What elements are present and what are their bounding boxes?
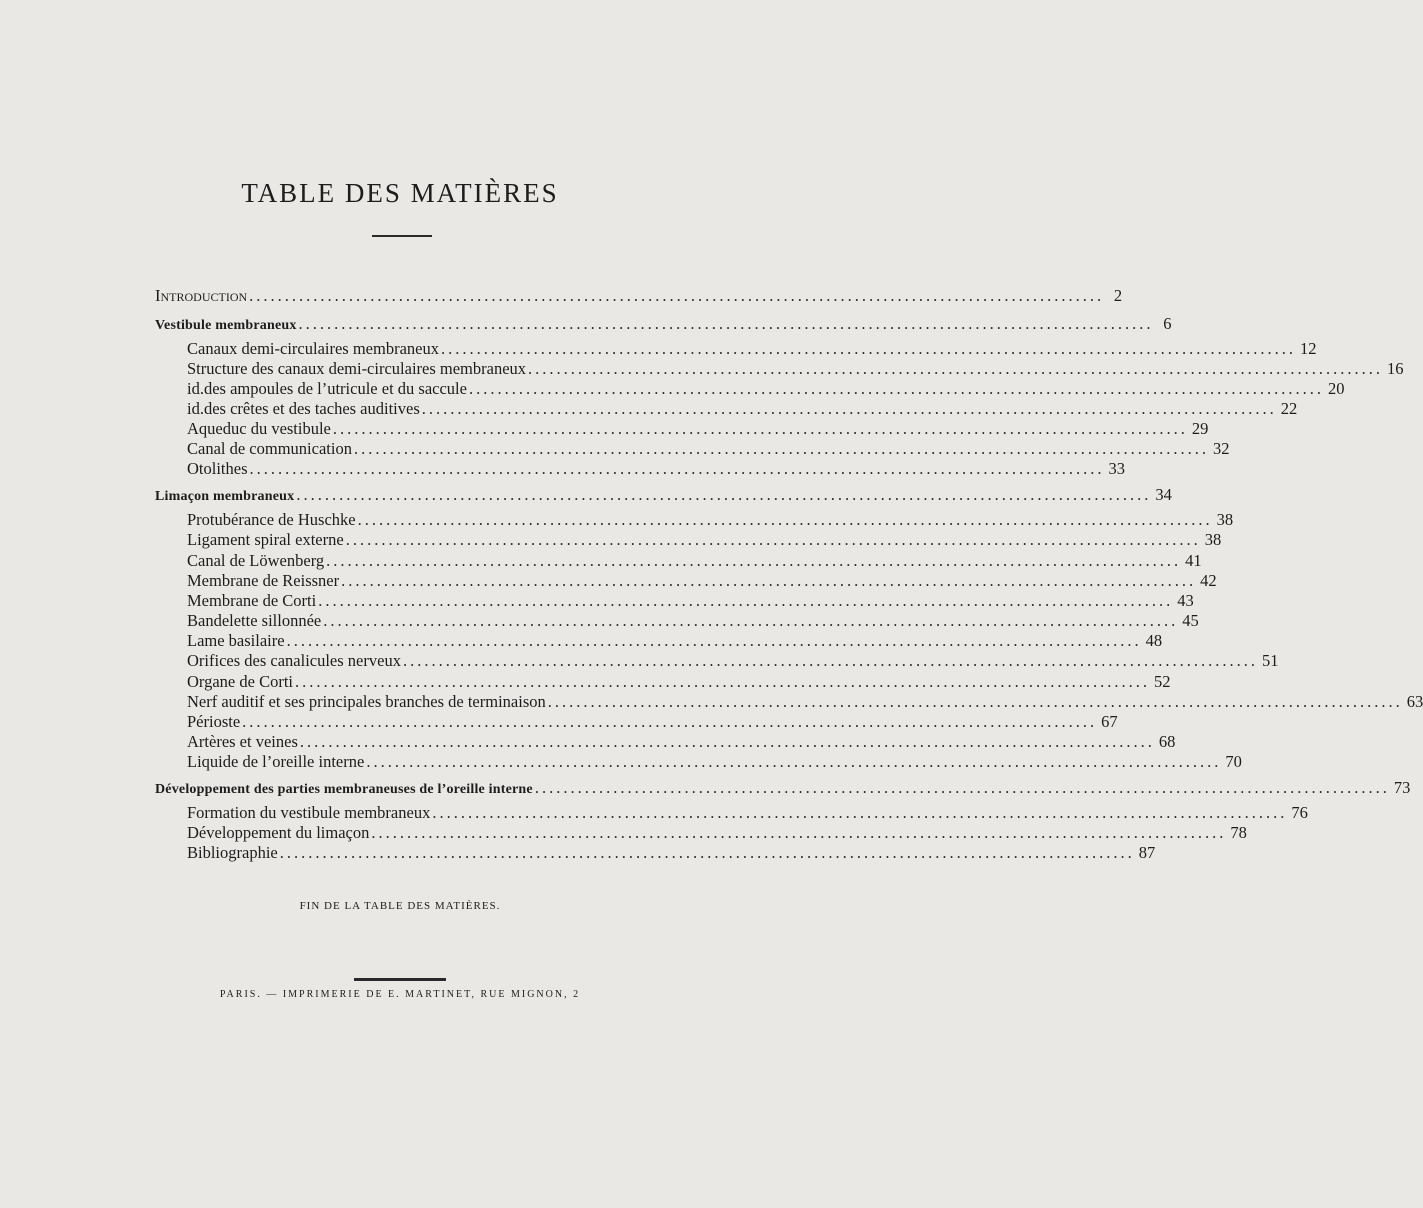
- leader-dots: ........................................................................................................................: [341, 571, 1197, 590]
- toc-entry-label: Canal de Löwenberg: [187, 551, 325, 570]
- toc-entry: [187, 610, 1199, 632]
- leader-dots: ........................................................................................................................: [402, 651, 1258, 670]
- toc-entry-label: Otolithes: [187, 459, 248, 478]
- toc-entry: [187, 731, 1176, 753]
- leader-dots: ........................................................................................................................: [242, 712, 1098, 731]
- toc-entry-label: Formation du vestibule membraneux: [187, 803, 431, 822]
- toc-entry-page: 52: [1154, 672, 1171, 691]
- title-divider: [372, 235, 432, 237]
- toc-entry: [187, 529, 1222, 551]
- toc-entry-page: 6: [1163, 314, 1172, 333]
- toc-section-developpement: [155, 777, 1411, 799]
- leader-dots: ........................................................................................................................: [432, 803, 1288, 822]
- leader-dots: ........................................................................................................................: [345, 530, 1201, 549]
- toc-entry-label: Introduction: [155, 286, 248, 305]
- toc-entry-page: 22: [1280, 399, 1298, 418]
- toc-entry-page: 12: [1299, 339, 1317, 358]
- toc-entry-label: Périoste: [187, 712, 241, 731]
- leader-dots: ........................................................................................................................: [440, 339, 1296, 358]
- leader-dots: ........................................................................................................................: [318, 591, 1174, 610]
- leader-dots: ........................................................................................................................: [299, 732, 1155, 751]
- toc-entry-label: Aqueduc du vestibule: [187, 419, 331, 438]
- toc-entry-ditto: id.: [187, 379, 204, 398]
- toc-section-limacon: [155, 484, 1172, 506]
- toc-entry-page: 87: [1138, 843, 1156, 862]
- toc-entry: [187, 650, 1279, 672]
- toc-entry-page: 43: [1177, 591, 1194, 610]
- toc-entry-page: 67: [1101, 712, 1118, 731]
- toc-entry: [187, 671, 1171, 693]
- toc-entry-label: Structure des canaux demi-circulaires membraneux: [187, 359, 527, 378]
- toc-entry-label: Protubérance de Huschke: [187, 510, 356, 529]
- toc-entry-page: 42: [1200, 571, 1217, 590]
- leader-dots: ........................................................................................................................: [279, 843, 1135, 862]
- toc-entry-label: des crêtes et des taches auditives: [203, 399, 420, 418]
- toc-entry: [187, 509, 1234, 531]
- leader-dots: ........................................................................................................................: [332, 419, 1188, 438]
- toc-entry-label: Liquide de l’oreille interne: [187, 752, 365, 771]
- toc-entry: [187, 751, 1242, 773]
- toc-entry-page: 33: [1108, 459, 1125, 478]
- toc-entry: [187, 711, 1118, 733]
- leader-dots: ........................................................................................................................: [366, 752, 1222, 771]
- toc-entry: [187, 822, 1247, 844]
- toc-entry-page: 38: [1204, 530, 1222, 549]
- toc-section-vestibule: [155, 313, 1172, 335]
- bottom-divider: [354, 978, 446, 981]
- toc-entry: [187, 842, 1156, 864]
- toc-entry-page: 73: [1393, 778, 1411, 797]
- toc-entry: [187, 550, 1202, 572]
- leader-dots: ........................................................................................................................: [421, 399, 1277, 418]
- toc-entry: [187, 590, 1194, 612]
- leader-dots: ........................................................................................................................: [249, 286, 1105, 305]
- toc-entry: [187, 398, 1298, 420]
- toc-entry-page: 38: [1216, 510, 1234, 529]
- toc-entry-page: 41: [1185, 551, 1202, 570]
- toc-entry-label: Développement du limaçon: [187, 823, 370, 842]
- leader-dots: ........................................................................................................................: [371, 823, 1227, 842]
- leader-dots: ........................................................................................................................: [353, 439, 1209, 458]
- toc-entry-label: Orifices des canalicules nerveux: [187, 651, 401, 670]
- toc-entry: [187, 630, 1163, 652]
- leader-dots: ........................................................................................................................: [357, 510, 1213, 529]
- toc-entry-label: Lame basilaire: [187, 631, 285, 650]
- end-of-table-note: FIN DE LA TABLE DES MATIÈRES.: [299, 900, 501, 912]
- toc-entry-page: 45: [1182, 611, 1199, 630]
- toc-entry-label: Nerf auditif et ses principales branches de terminaison: [187, 692, 546, 711]
- leader-dots: ........................................................................................................................: [295, 672, 1151, 691]
- leader-dots: ........................................................................................................................: [528, 359, 1384, 378]
- toc-entry-page: 20: [1327, 379, 1345, 398]
- toc-entry-label: Vestibule membraneux: [155, 318, 297, 333]
- leader-dots: ........................................................................................................................: [296, 485, 1152, 504]
- toc-entry-page: 70: [1225, 752, 1242, 771]
- toc-entry: [187, 691, 1423, 713]
- leader-dots: ........................................................................................................................: [534, 778, 1390, 797]
- toc-entry-label: Membrane de Reissner: [187, 571, 340, 590]
- toc-entry-label: Limaçon membraneux: [155, 489, 295, 504]
- toc-entry-page: 32: [1212, 439, 1230, 458]
- toc-entry: [187, 802, 1308, 824]
- toc-entry-page: 29: [1191, 419, 1209, 438]
- toc-entry: [187, 338, 1317, 360]
- toc-entry-label: Bibliographie: [187, 843, 278, 862]
- toc-entry-label: Ligament spiral externe: [187, 530, 344, 549]
- leader-dots: ........................................................................................................................: [286, 631, 1142, 650]
- toc-entry: [187, 458, 1125, 480]
- toc-entry-ditto: id.: [187, 399, 204, 418]
- toc-entry-page: 51: [1261, 651, 1279, 670]
- toc-entry-page: 76: [1291, 803, 1308, 822]
- toc-entry-label: des ampoules de l’utricule et du saccule: [203, 379, 467, 398]
- printer-imprint: PARIS. — IMPRIMERIE DE E. MARTINET, RUE MIGNON, 2: [219, 989, 581, 1000]
- leader-dots: ........................................................................................................................: [468, 379, 1324, 398]
- toc-entry-page: 78: [1230, 823, 1247, 842]
- toc-entry: [187, 378, 1345, 400]
- toc-entry: [187, 418, 1209, 440]
- toc-entry-label: Organe de Corti: [187, 672, 294, 691]
- toc-entry-label: Développement des parties membraneuses de l’oreille interne: [155, 782, 533, 797]
- toc-entry-label: Bandelette sillonnée: [187, 611, 322, 630]
- leader-dots: ........................................................................................................................: [323, 611, 1179, 630]
- toc-entry: [187, 358, 1404, 380]
- toc-entry-introduction: [155, 285, 1123, 307]
- toc-entry: [187, 438, 1230, 460]
- toc-entry-label: Artères et veines: [187, 732, 298, 751]
- page-title: TABLE DES MATIÈRES: [241, 178, 559, 208]
- leader-dots: ........................................................................................................................: [326, 551, 1182, 570]
- toc-entry-label: Canal de communication: [187, 439, 352, 458]
- leader-dots: ........................................................................................................................: [249, 459, 1105, 478]
- toc-entry-page: 48: [1145, 631, 1163, 650]
- toc-entry-page: 63: [1406, 692, 1423, 711]
- leader-dots: ........................................................................................................................: [298, 314, 1154, 333]
- toc-entry: [187, 570, 1217, 592]
- leader-dots: ........................................................................................................................: [547, 692, 1403, 711]
- toc-entry-label: Canaux demi-circulaires membraneux: [187, 339, 439, 358]
- toc-entry-page: 16: [1387, 359, 1404, 378]
- toc-entry-label: Membrane de Corti: [187, 591, 317, 610]
- toc-entry-page: 34: [1155, 485, 1172, 504]
- toc-entry-page: 2: [1113, 286, 1123, 305]
- toc-entry-page: 68: [1158, 732, 1176, 751]
